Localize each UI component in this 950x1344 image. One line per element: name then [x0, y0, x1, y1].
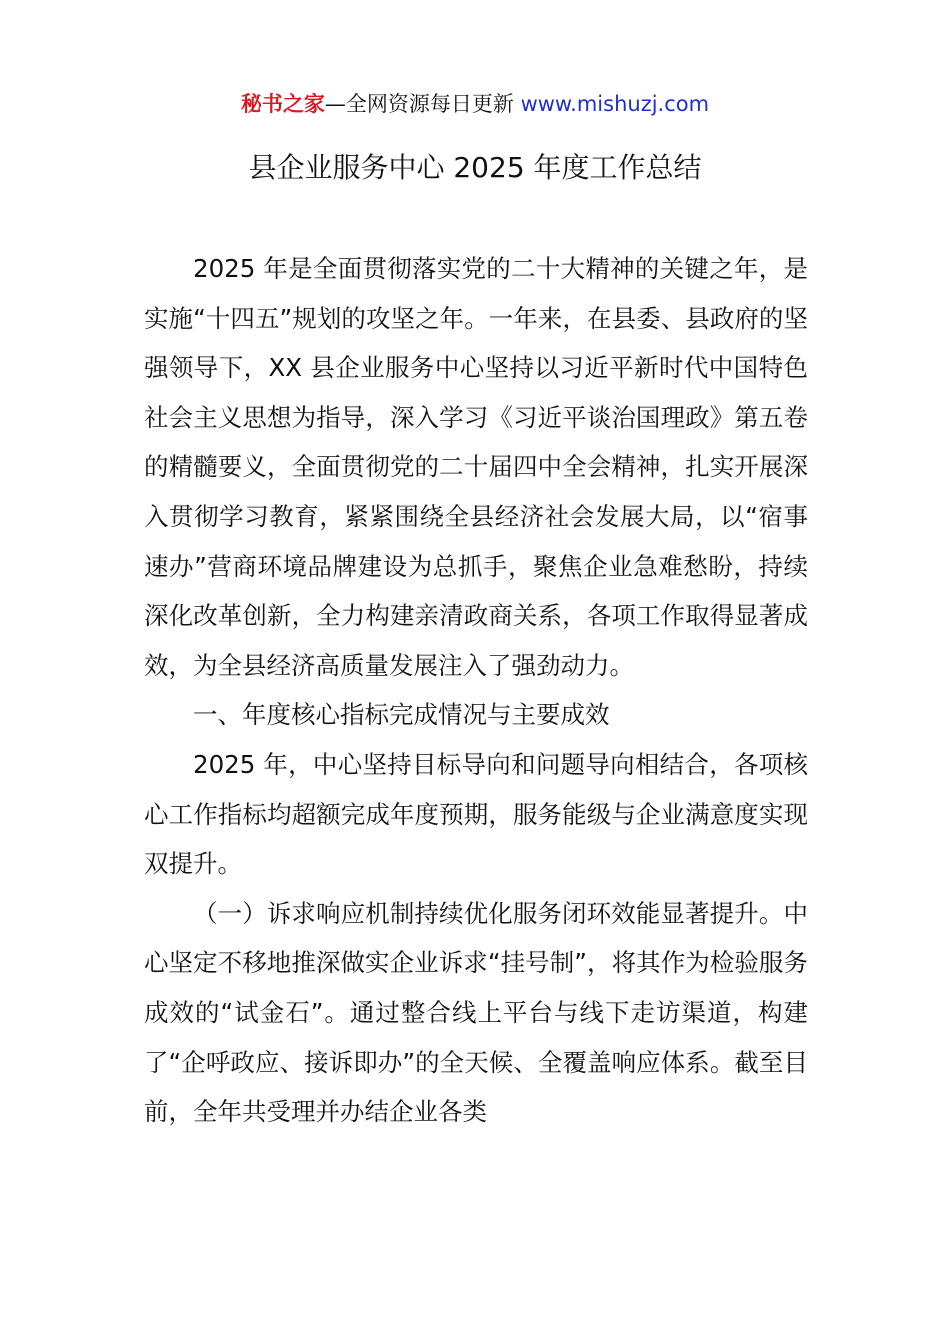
- document-body: [144, 244, 808, 1137]
- section-heading: 一、年度核心指标完成情况与主要成效: [193, 700, 610, 730]
- document-title: 县企业服务中心 2025 年度工作总结: [248, 151, 702, 184]
- site-header: [0, 88, 950, 120]
- site-tagline: —全网资源每日更新: [324, 92, 521, 116]
- brand-name: 秘书之家: [240, 92, 325, 116]
- site-url: www.mishuzj.com: [520, 92, 710, 116]
- section-paragraph: 2025 年，中心坚持目标导向和问题导向相结合，各项核心工作指标均超额完成年度预期，服务能级与企业满意度实现双提升。: [144, 749, 808, 879]
- subsection-paragraph: （一）诉求响应机制持续优化服务闭环效能显著提升。中心坚定不移地推深做实企业诉求“挂号制”，将其作为检验服务成效的“试金石”。通过整合线上平台与线下走访渠道，构建了“企呼政应、接诉即办”的全天候、全覆盖响应体系。截至目前，全年共受理并办结企业各类: [144, 898, 808, 1127]
- intro-paragraph: 2025 年是全面贯彻落实党的二十大精神的关键之年，是实施“十四五”规划的攻坚之年。一年来，在县委、县政府的坚强领导下，XX 县企业服务中心坚持以习近平新时代中国特色社会主义思想为指导，深入学习《习近平谈治国理政》第五卷的精髓要义，全面贯彻党的二十届四中全会精神，扎实开展深入贯彻学习教育，紧紧围绕全县经济社会发展大局，以“宿事速办”营商环境品牌建设为总抓手，聚焦企业急难愁盼，持续深化改革创新，全力构建亲清政商关系，各项工作取得显著成效，为全县经济高质量发展注入了强劲动力。: [144, 254, 808, 680]
